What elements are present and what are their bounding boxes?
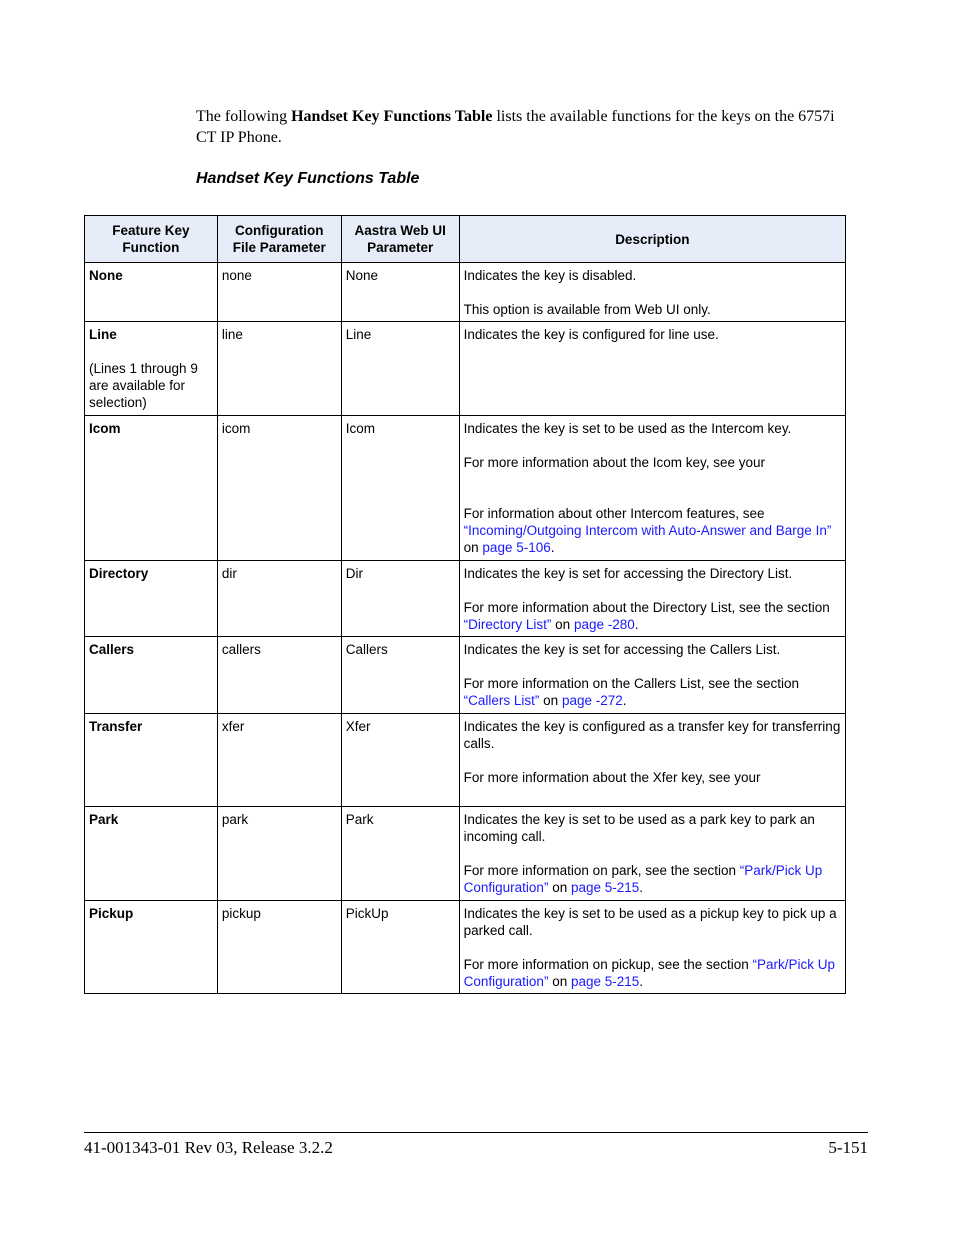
webui-param: Icom [341, 416, 459, 561]
webui-param: PickUp [341, 901, 459, 994]
desc-line [464, 675, 841, 709]
function-note: (Lines 1 through 9 are available for selection) [89, 361, 198, 410]
header-config: Configuration File Parameter [217, 216, 341, 263]
table-row [85, 561, 846, 637]
desc-line: Indicates the key is disabled. [463, 268, 637, 283]
desc-text: For information about other Intercom features, see [463, 506, 765, 521]
description [459, 637, 845, 714]
directory-list-link[interactable]: “Directory List” [463, 617, 552, 632]
desc-line: Indicates the key is configured for line use. [463, 327, 719, 342]
intercom-section-link[interactable]: “Incoming/Outgoing Intercom with Auto-Answer and Barge In” [463, 523, 832, 538]
function-name: Park [89, 812, 119, 827]
intro-post: lists the available functions for the keys on the 6757i CT IP Phone. [196, 108, 835, 146]
desc-line: For more information about the Icom key, see your [463, 455, 766, 470]
config-param: pickup [217, 901, 341, 994]
table-row [85, 901, 846, 994]
config-param: icom [217, 416, 341, 561]
table-title: Handset Key Functions Table [196, 170, 420, 187]
webui-param: Line [341, 322, 459, 416]
function-name: Line [89, 327, 117, 342]
webui-param: Callers [341, 637, 459, 714]
desc-text: . [634, 617, 639, 632]
config-param: xfer [217, 714, 341, 807]
table-row [85, 807, 846, 901]
desc-text: . [639, 880, 644, 895]
config-param: none [217, 263, 341, 322]
description [459, 416, 845, 561]
desc-line: Indicates the key is set to be used as the Intercom key. [463, 421, 792, 436]
table-row [85, 637, 846, 714]
function-name: None [89, 268, 123, 283]
desc-line: Indicates the key is set for accessing the Directory List. [463, 566, 793, 581]
desc-text: For more information about the Directory List, see the section [463, 600, 830, 615]
function-name: Directory [89, 566, 149, 581]
desc-line: Indicates the key is set to be used as a park key to park an incoming call. [463, 812, 815, 844]
footer-doc-id: 41-001343-01 Rev 03, Release 3.2.2 [84, 1138, 333, 1157]
function-name: Icom [89, 421, 121, 436]
desc-text: on [463, 540, 483, 555]
desc-line [464, 956, 841, 990]
desc-text: on [551, 617, 574, 632]
config-param: callers [217, 637, 341, 714]
intro-pre: The following [196, 108, 292, 125]
desc-text: on [548, 974, 571, 989]
config-param: line [217, 322, 341, 416]
webui-param: Xfer [341, 714, 459, 807]
config-param: park [217, 807, 341, 901]
table-row [85, 416, 846, 561]
desc-line: Indicates the key is set to be used as a pickup key to pick up a parked call. [463, 906, 837, 938]
function-name: Transfer [89, 719, 143, 734]
webui-param: Park [341, 807, 459, 901]
footer-page-number: 5-151 [828, 1138, 868, 1157]
header-feature: Feature Key Function [85, 216, 218, 263]
table-header-row [85, 216, 846, 263]
desc-text: . [550, 540, 555, 555]
desc-text: For more information on pickup, see the section [463, 957, 753, 972]
page-link[interactable]: page 5-215 [570, 880, 640, 895]
footer-divider [84, 1132, 868, 1133]
webui-param: Dir [341, 561, 459, 637]
description [459, 561, 845, 637]
description [459, 807, 845, 901]
desc-text: For more information on park, see the section [463, 863, 740, 878]
table-row [85, 263, 846, 322]
intro-bold: Handset Key Functions Table [291, 108, 493, 125]
desc-text: For more information on the Callers List, see the section [463, 676, 800, 691]
desc-line: For more information about the Xfer key, see your [463, 770, 761, 785]
intro-paragraph [196, 106, 856, 148]
park-config-link[interactable]: “Park/Pick Up Configuration” [463, 863, 823, 895]
webui-param: None [341, 263, 459, 322]
header-webui: Aastra Web UI Parameter [341, 216, 459, 263]
table-row [85, 714, 846, 807]
desc-line [464, 862, 841, 896]
function-name: Callers [89, 642, 135, 657]
desc-text: . [622, 693, 627, 708]
pickup-config-link[interactable]: “Park/Pick Up Configuration” [463, 957, 836, 989]
desc-text: on [539, 693, 562, 708]
description [459, 263, 845, 322]
page-link[interactable]: page -272 [561, 693, 623, 708]
page-link[interactable]: page 5-215 [570, 974, 640, 989]
desc-text: on [548, 880, 571, 895]
description [459, 714, 845, 807]
config-param: dir [217, 561, 341, 637]
description [459, 901, 845, 994]
desc-line [464, 505, 841, 556]
page-link[interactable]: page 5-106 [482, 540, 551, 555]
desc-line [464, 599, 841, 633]
callers-list-link[interactable]: “Callers List” [463, 693, 540, 708]
table-row [85, 322, 846, 416]
description [459, 322, 845, 416]
function-name: Pickup [89, 906, 134, 921]
desc-line: This option is available from Web UI only. [463, 302, 711, 317]
desc-line: Indicates the key is set for accessing the Callers List. [463, 642, 781, 657]
desc-text: . [639, 974, 644, 989]
desc-line: Indicates the key is configured as a transfer key for transferring calls. [463, 719, 841, 751]
handset-key-functions-table [84, 215, 846, 994]
header-description: Description [459, 216, 845, 263]
page-link[interactable]: page -280 [573, 617, 635, 632]
